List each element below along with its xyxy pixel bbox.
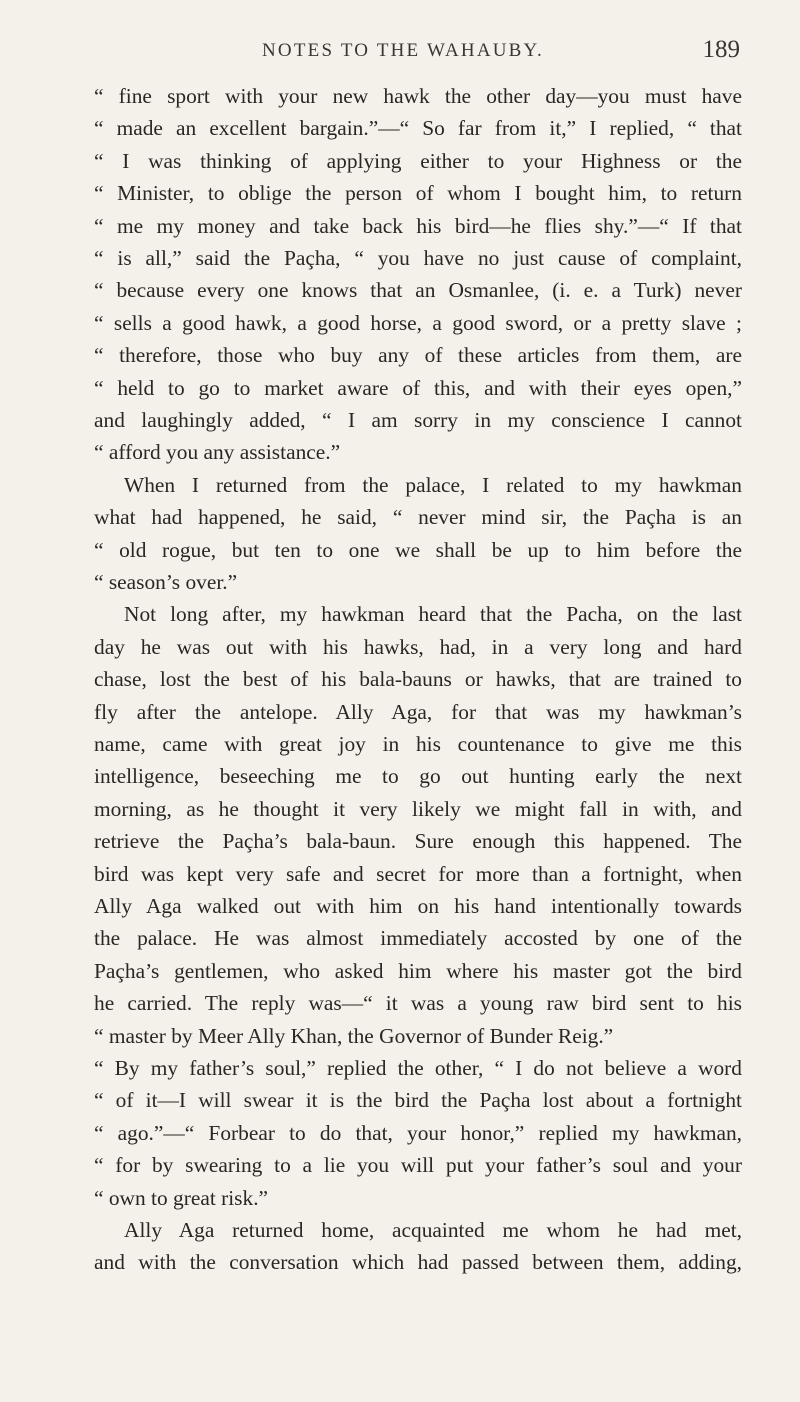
text-line: “ master by Meer Ally Khan, the Governor of Bunder Reig.” [94,1024,614,1048]
text-line: “ ago.”—“ Forbear to do that, your honor,” replied my hawkman, [94,1121,742,1145]
text-line: he carried. The reply was—“ it was a young raw bird sent to his [94,991,742,1015]
text-line: “ Minister, to oblige the person of whom I bought him, to return [94,181,742,205]
text-line: “ because every one knows that an Osmanlee, (i. e. a Turk) never [94,278,742,302]
text-line: When I returned from the palace, I related to my hawkman [124,473,742,497]
page-number: 189 [702,36,740,63]
text-line: name, came with great joy in his countenance to give me this [94,732,742,756]
text-line: Not long after, my hawkman heard that the Pacha, on the last [124,602,742,626]
text-line: and with the conversation which had passed between them, adding, [94,1250,742,1274]
text-line: “ own to great risk.” [94,1186,269,1210]
text-line: fly after the antelope. Ally Aga, for that was my hawkman’s [94,700,742,724]
text-line: morning, as he thought it very likely we might fall in with, and [94,797,742,821]
text-line: “ of it—I will swear it is the bird the Paçha lost about a fortnight [94,1088,742,1112]
text-line: “ By my father’s soul,” replied the other, “ I do not believe a word [94,1056,742,1080]
running-title: NOTES TO THE WAHAUBY. [262,40,544,61]
text-line: “ therefore, those who buy any of these articles from them, are [94,343,742,367]
text-line: the palace. He was almost immediately accosted by one of the [94,926,742,950]
text-line: “ fine sport with your new hawk the other day—you must have [94,84,742,108]
text-line: “ is all,” said the Paçha, “ you have no just cause of complaint, [94,246,742,270]
running-head [120,36,740,76]
text-line: retrieve the Paçha’s bala-baun. Sure enough this happened. The [94,829,742,853]
text-line: bird was kept very safe and secret for more than a fortnight, when [94,862,742,886]
text-line: “ I was thinking of applying either to your Highness or the [94,149,742,173]
text-line: “ held to go to market aware of this, and with their eyes open,” [94,376,742,400]
text-line: Ally Aga returned home, acquainted me whom he had met, [124,1218,742,1242]
text-line: “ made an excellent bargain.”—“ So far from it,” I replied, “ that [94,116,742,140]
text-line: day he was out with his hawks, had, in a very long and hard [94,635,742,659]
text-line: “ sells a good hawk, a good horse, a good sword, or a pretty slave ; [94,311,742,335]
text-line: what had happened, he said, “ never mind sir, the Paçha is an [94,505,742,529]
text-line: chase, lost the best of his bala-bauns or hawks, that are trained to [94,667,742,691]
text-line: “ for by swearing to a lie you will put your father’s soul and your [94,1153,742,1177]
text-line: Paçha’s gentlemen, who asked him where his master got the bird [94,959,742,983]
text-line: Ally Aga walked out with him on his hand intentionally towards [94,894,742,918]
text-line: “ me my money and take back his bird—he flies shy.”—“ If that [94,214,742,238]
text-line: and laughingly added, “ I am sorry in my conscience I cannot [94,408,742,432]
text-line: “ season’s over.” [94,570,238,594]
text-line: “ afford you any assistance.” [94,440,341,464]
text-line: “ old rogue, but ten to one we shall be up to him before the [94,538,742,562]
text-line: intelligence, beseeching me to go out hunting early the next [94,764,742,788]
